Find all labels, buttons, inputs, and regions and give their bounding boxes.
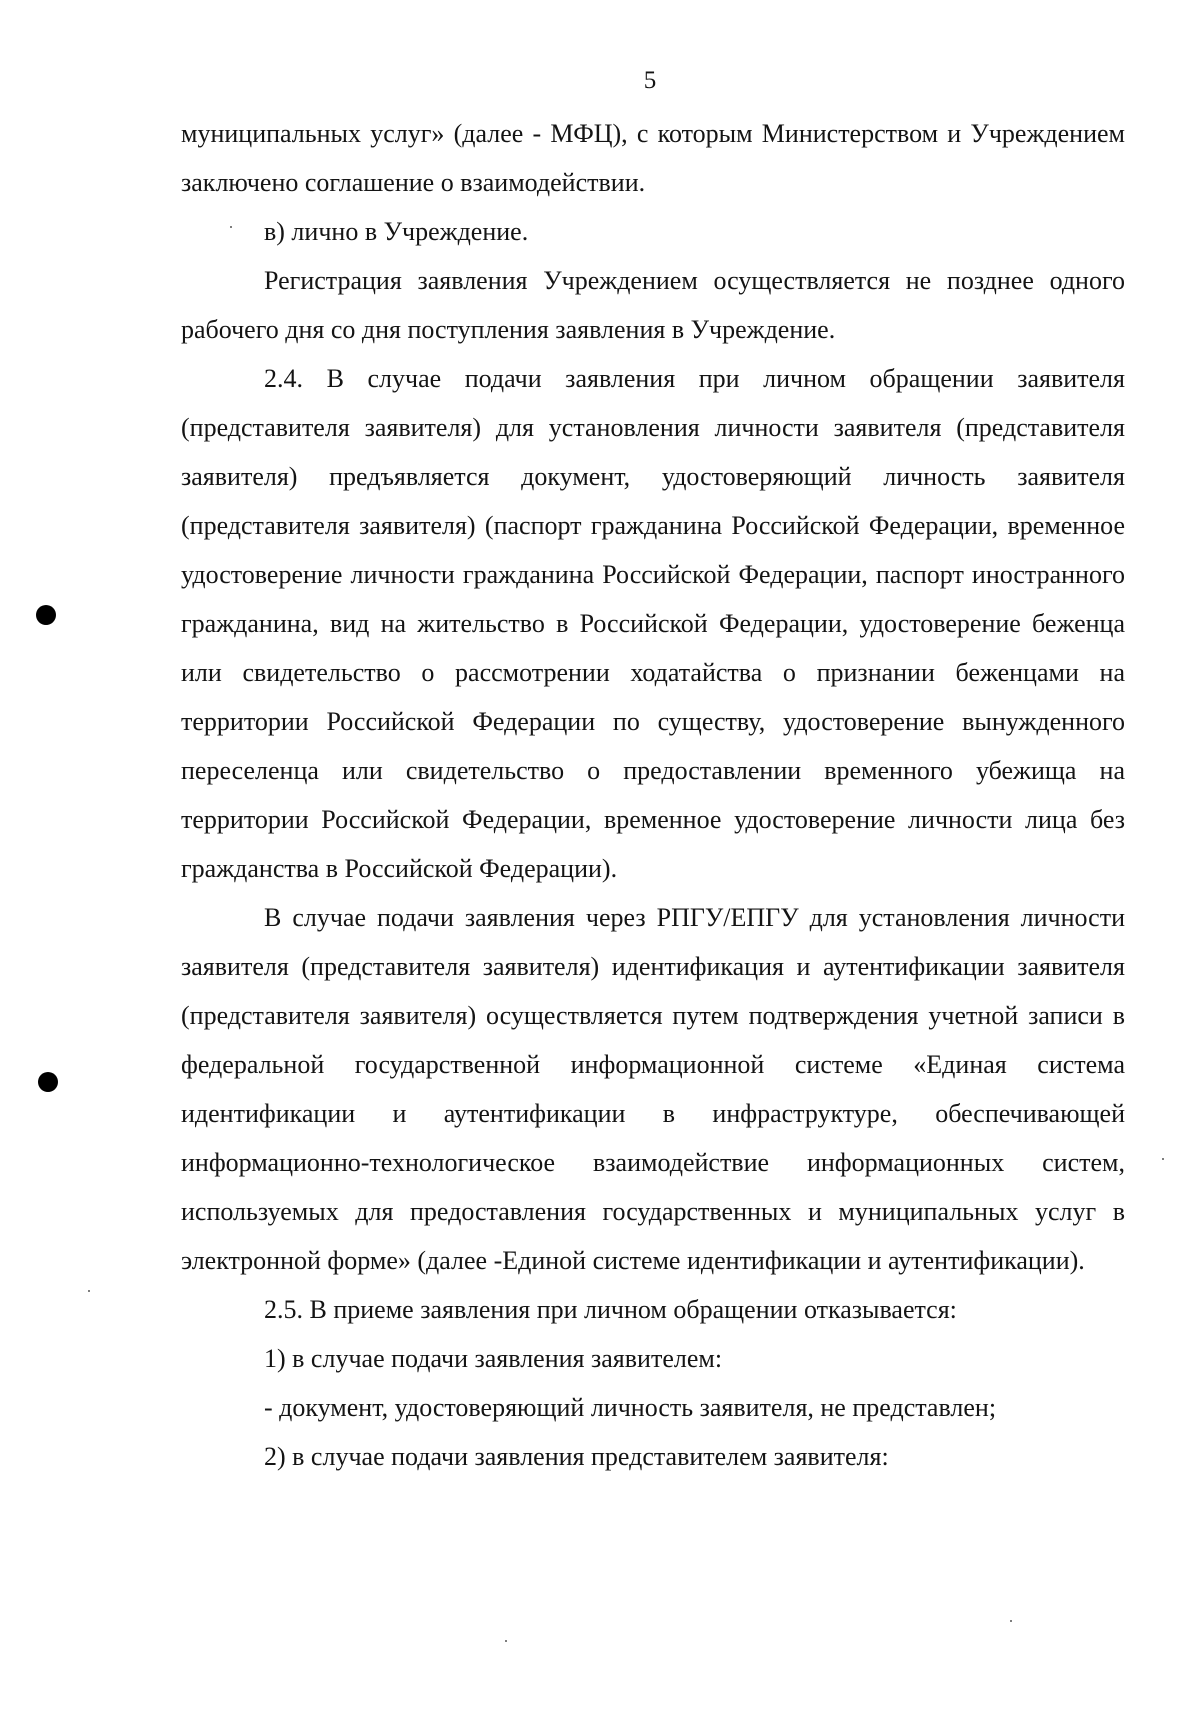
paragraph-mfc-continuation: муниципальных услуг» (далее - МФЦ), с которым Министерством и Учреждением заключено соглашение о взаимодействии. [181,119,1125,197]
paragraph-rpgu-epgu: В случае подачи заявления через РПГУ/ЕПГУ для установления личности заявителя (представителя заявителя) идентификация и аутентификации заявителя (представителя заявителя) осуществляется путем подтверждения учетной записи в федеральной государственной информационной системе «Единая система идентификации и аутентификации в инфраструктуре, обеспечивающей информационно-технологическое взаимодействие информационных систем, используемых для предоставления государственных и муниципальных услуг в электронной форме» (далее -Единой системе идентификации и аутентификации). [181,903,1125,1275]
punch-hole-mark [36,605,56,625]
paragraph-2-4: 2.4. В случае подачи заявления при личном обращении заявителя (представителя заявителя) для установления личности заявителя (представителя заявителя) предъявляется документ, удостоверяющий личность заявителя (представителя заявителя) (паспорт гражданина Российской Федерации, временное удостоверение личности гражданина Российской Федерации, паспорт иностранного гражданина, вид на жительство в Российской Федерации, удостоверение беженца или свидетельство о рассмотрении ходатайства о признании беженцами на территории Российской Федерации по существу, удостоверение вынужденного переселенца или свидетельство о предоставлении временного убежища на территории Российской Федерации, временное удостоверение личности лица без гражданства в Российской Федерации). [181,364,1125,883]
list-item-dash: - документ, удостоверяющий личность заявителя, не представлен; [264,1393,997,1422]
scan-speck [1162,1158,1164,1160]
page-number: 5 [643,67,657,94]
punch-hole-mark [38,1072,58,1092]
scan-speck [88,1290,90,1292]
paragraph-registration: Регистрация заявления Учреждением осуществляется не позднее одного рабочего дня со дня поступления заявления в Учреждение. [181,266,1125,344]
scan-speck [505,1640,507,1642]
scan-speck [230,226,232,228]
list-item-2: 2) в случае подачи заявления представителем заявителя: [264,1442,889,1471]
list-item-1: 1) в случае подачи заявления заявителем: [264,1344,723,1373]
paragraph-2-5: 2.5. В приеме заявления при личном обращении отказывается: [264,1295,957,1324]
document-body [181,109,1125,1481]
paragraph-in-person: в) лично в Учреждение. [264,217,529,246]
scan-speck [1010,1620,1012,1622]
